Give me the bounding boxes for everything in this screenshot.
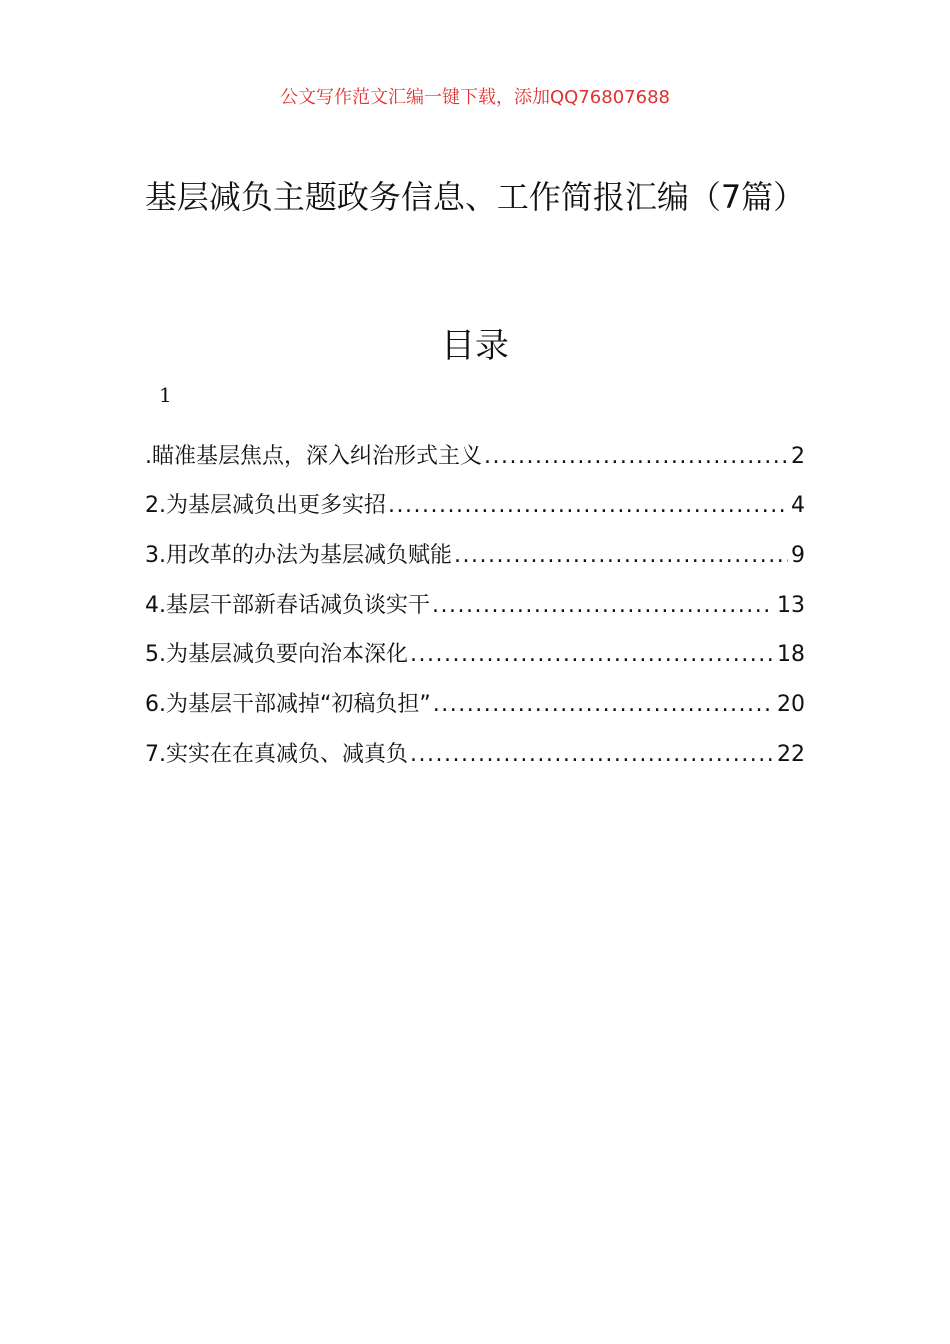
toc-heading: 目录	[441, 326, 509, 366]
toc-dot-leader	[433, 686, 774, 724]
promo-banner: 公文写作范文汇编一键下载，添加QQ76807688	[280, 87, 670, 108]
toc-entry-page: 2	[791, 443, 805, 469]
toc-entry-page: 9	[791, 543, 805, 569]
toc-entry[interactable]	[145, 426, 805, 476]
toc-entry[interactable]	[145, 674, 805, 724]
toc-dot-leader	[432, 587, 774, 625]
toc-entry[interactable]	[145, 525, 805, 575]
toc-entry-page: 20	[777, 692, 805, 718]
toc-entry-page: 13	[777, 592, 805, 618]
toc-entry-page: 4	[791, 493, 805, 519]
toc-dot-leader	[388, 487, 788, 525]
toc-entry-label: 3.用改革的办法为基层减负赋能	[145, 543, 452, 569]
toc-list	[145, 426, 805, 774]
toc-entry-label: 2.为基层减负出更多实招	[145, 493, 386, 519]
toc-dot-leader	[410, 636, 774, 674]
document-title: 基层减负主题政务信息、工作简报汇编（7篇）	[144, 178, 806, 216]
toc-entry-page: 22	[777, 741, 805, 767]
toc-entry[interactable]	[145, 476, 805, 526]
toc-stray-number: 1	[159, 383, 172, 407]
toc-entry-label: 7.实实在在真减负、减真负	[145, 741, 408, 767]
toc-dot-leader	[410, 736, 774, 774]
toc-entry[interactable]	[145, 575, 805, 625]
toc-entry-page: 18	[777, 642, 805, 668]
toc-dot-leader	[454, 537, 788, 575]
toc-entry[interactable]	[145, 724, 805, 774]
toc-entry-label: 6.为基层干部减掉“初稿负担”	[145, 692, 431, 718]
toc-entry-label: 4.基层干部新春话减负谈实干	[145, 592, 430, 618]
toc-entry-label: 5.为基层减负要向治本深化	[145, 642, 408, 668]
toc-entry-label: .瞄准基层焦点，深入纠治形式主义	[145, 443, 482, 469]
toc-entry[interactable]	[145, 625, 805, 675]
toc-dot-leader	[484, 438, 788, 476]
